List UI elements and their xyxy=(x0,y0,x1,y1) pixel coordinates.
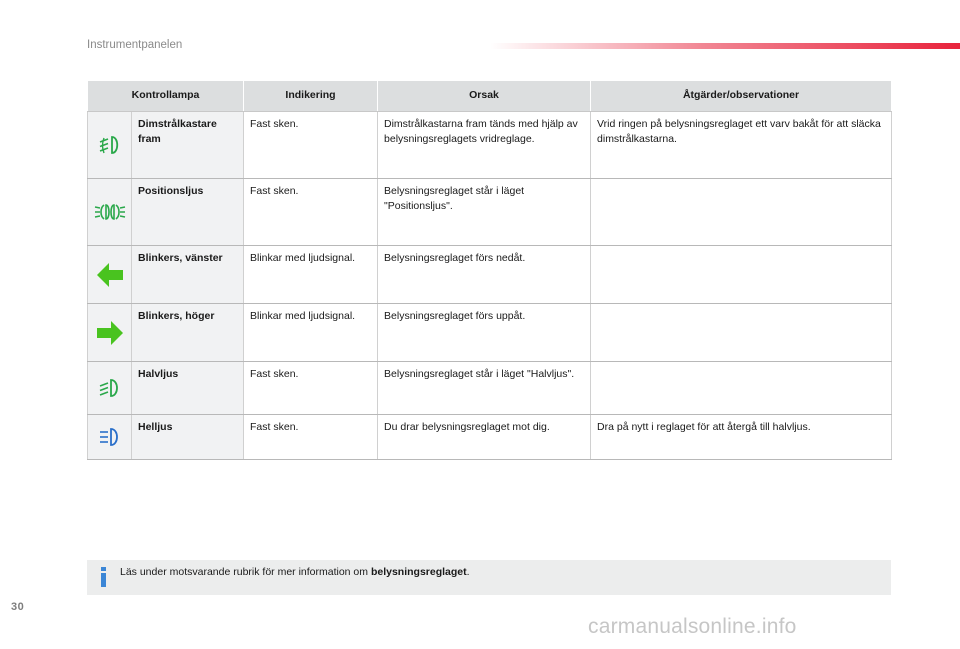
low-beam-icon xyxy=(97,378,123,398)
high-beam-icon xyxy=(97,427,123,447)
turn-left-arrow-icon xyxy=(95,261,125,289)
lamp-indication: Fast sken. xyxy=(244,112,378,179)
section-title: Instrumentpanelen xyxy=(87,39,183,51)
lamp-name: Positionsljus xyxy=(132,179,244,246)
lamp-name: Blinkers, vänster xyxy=(132,246,244,304)
table-row xyxy=(88,362,892,415)
lamp-cause: Belysningsreglaget förs nedåt. xyxy=(378,246,591,304)
column-header-indikering: Indikering xyxy=(244,81,378,112)
info-text-lead: Läs under motsvarande rubrik för mer information om xyxy=(120,566,371,578)
lamp-indication: Fast sken. xyxy=(244,362,378,415)
column-header-kontrollampa: Kontrollampa xyxy=(88,81,244,112)
lamp-action xyxy=(591,304,892,362)
info-box xyxy=(87,560,891,595)
lamp-indication: Fast sken. xyxy=(244,179,378,246)
lamp-cause: Du drar belysningsreglaget mot dig. xyxy=(378,415,591,460)
lamp-name: Dimstrålkastare fram xyxy=(132,112,244,179)
position-lights-icon xyxy=(93,201,127,223)
table-row xyxy=(88,304,892,362)
watermark: carmanualsonline.info xyxy=(588,615,797,638)
lamp-indication: Blinkar med ljudsignal. xyxy=(244,304,378,362)
table-header-row xyxy=(88,81,892,112)
column-header-atgarder: Åtgärder/observationer xyxy=(591,81,892,112)
info-icon xyxy=(97,566,111,588)
lamp-cause: Belysningsreglaget står i läget "Positionsljus". xyxy=(378,179,591,246)
table-row xyxy=(88,415,892,460)
lamp-name: Helljus xyxy=(132,415,244,460)
lamp-cause: Dimstrålkastarna fram tänds med hjälp av belysningsreglagets vridreglage. xyxy=(378,112,591,179)
lamp-cause: Belysningsreglaget förs uppåt. xyxy=(378,304,591,362)
info-text-bold: belysningsreglaget xyxy=(370,566,467,578)
table-row xyxy=(88,179,892,246)
lamp-action xyxy=(591,246,892,304)
lamp-cause: Belysningsreglaget står i läget "Halvljus". xyxy=(378,362,591,415)
lamp-action xyxy=(591,179,892,246)
lamp-indication: Blinkar med ljudsignal. xyxy=(244,246,378,304)
lamp-action: Vrid ringen på belysningsreglaget ett varv bakåt för att släcka dimstrålkastarna. xyxy=(591,112,892,179)
lamp-action: Dra på nytt i reglaget för att återgå till halvljus. xyxy=(591,415,892,460)
table-row xyxy=(88,112,892,179)
table-row xyxy=(88,246,892,304)
lamp-name: Blinkers, höger xyxy=(132,304,244,362)
warning-lamp-table xyxy=(87,80,892,460)
lamp-indication: Fast sken. xyxy=(244,415,378,460)
dipped-beam-front-icon xyxy=(97,134,123,156)
page-number: 30 xyxy=(11,601,25,613)
lamp-action xyxy=(591,362,892,415)
header-accent-bar xyxy=(490,43,960,49)
lamp-name: Halvljus xyxy=(132,362,244,415)
info-text xyxy=(120,566,470,578)
info-text-end: . xyxy=(466,566,470,578)
turn-right-arrow-icon xyxy=(95,319,125,347)
column-header-orsak: Orsak xyxy=(378,81,591,112)
